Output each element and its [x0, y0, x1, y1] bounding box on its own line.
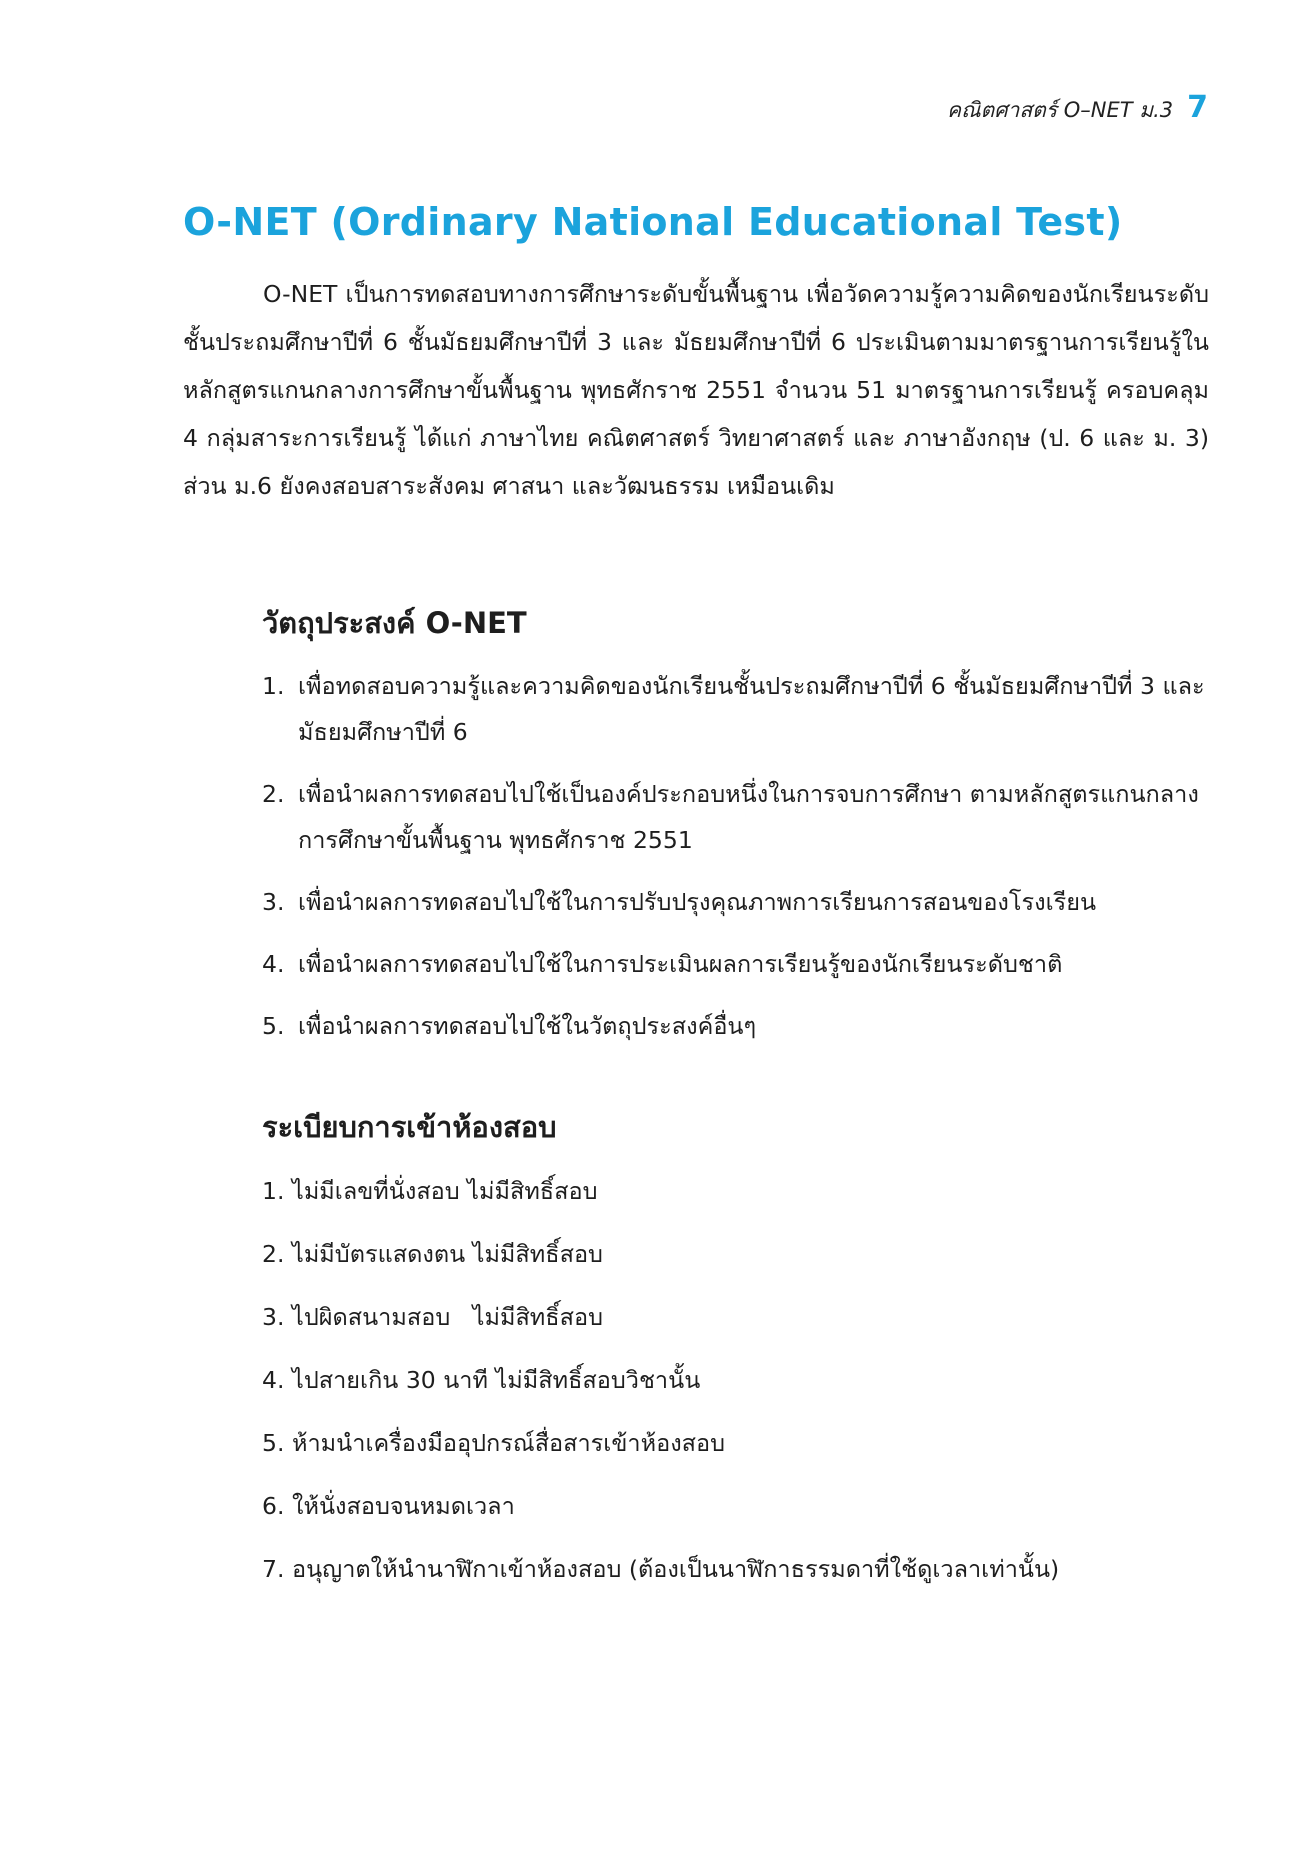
- page-number: 7: [1187, 90, 1208, 125]
- list-item-text: เพื่อนำผลการทดสอบไปใช้ในวัตถุประสงค์อื่นๆ: [298, 1012, 757, 1040]
- rules-list: [262, 1168, 1209, 1609]
- list-item-number: 3.: [262, 888, 285, 916]
- list-item-number: 5.: [262, 1429, 285, 1457]
- list-item-number: 5.: [262, 1012, 285, 1040]
- list-item-number: 2.: [262, 1240, 285, 1268]
- list-item-number: 7.: [262, 1555, 285, 1583]
- list-item: [262, 1546, 1209, 1592]
- list-item-number: 2.: [262, 780, 285, 808]
- list-item-number: 3.: [262, 1303, 285, 1331]
- list-item: [262, 1357, 1209, 1403]
- list-item-number: 4.: [262, 1366, 285, 1394]
- intro-paragraph: O-NET เป็นการทดสอบทางการศึกษาระดับขั้นพื้นฐาน เพื่อวัดความรู้ความคิดของนักเรียนระดับชั้นประถมศึกษาปีที่ 6 ชั้นมัธยมศึกษาปีที่ 3 และ มัธยมศึกษาปีที่ 6 ประเมินตามมาตรฐานการเรียนรู้ในหลักสูตรแกนกลางการศึกษาขั้นพื้นฐาน พุทธศักราช 2551 จำนวน 51 มาตรฐานการเรียนรู้ ครอบคลุม 4 กลุ่มสาระการเรียนรู้ ได้แก่ ภาษาไทย คณิตศาสตร์ วิทยาศาสตร์ และ ภาษาอังกฤษ (ป. 6 และ ม. 3) ส่วน ม.6 ยังคงสอบสาระสังคม ศาสนา และวัฒนธรรม เหมือนเดิม: [183, 280, 1209, 500]
- list-item-text: ไปสายเกิน 30 นาที ไม่มีสิทธิ์สอบวิชานั้น: [292, 1366, 701, 1394]
- list-item: [262, 879, 1209, 925]
- list-item-text: เพื่อนำผลการทดสอบไปใช้ในการประเมินผลการเรียนรู้ของนักเรียนระดับชาติ: [298, 950, 1063, 978]
- list-item: [262, 1231, 1209, 1277]
- list-item: [262, 771, 1209, 863]
- running-header: [947, 90, 1208, 127]
- list-item: [262, 663, 1209, 755]
- list-item: [262, 941, 1209, 987]
- list-item-text: ห้ามนำเครื่องมืออุปกรณ์สื่อสารเข้าห้องสอบ: [292, 1429, 726, 1457]
- rules-heading: ระเบียบการเข้าห้องสอบ: [262, 1110, 557, 1144]
- list-item-text: ไปผิดสนามสอบ ไม่มีสิทธิ์สอบ: [292, 1303, 603, 1331]
- list-item-text: เพื่อนำผลการทดสอบไปใช้ในการปรับปรุงคุณภาพการเรียนการสอนของโรงเรียน: [298, 888, 1097, 916]
- list-item-text: ไม่มีเลขที่นั่งสอบ ไม่มีสิทธิ์สอบ: [292, 1177, 598, 1205]
- list-item: [262, 1483, 1209, 1529]
- list-item-number: 4.: [262, 950, 285, 978]
- list-item: [262, 1003, 1209, 1049]
- list-item: [262, 1420, 1209, 1466]
- list-item-number: 1.: [262, 1177, 285, 1205]
- page-title: O-NET (Ordinary National Educational Test): [183, 200, 1123, 244]
- list-item-text: ให้นั่งสอบจนหมดเวลา: [292, 1492, 515, 1520]
- list-item-number: 1.: [262, 672, 285, 700]
- list-item-text: เพื่อนำผลการทดสอบไปใช้เป็นองค์ประกอบหนึ่งในการจบการศึกษา ตามหลักสูตรแกนกลางการศึกษาขั้นพื้นฐาน พุทธศักราช 2551: [298, 780, 1199, 854]
- list-item: [262, 1294, 1209, 1340]
- list-item-text: อนุญาตให้นำนาฬิกาเข้าห้องสอบ (ต้องเป็นนาฬิกาธรรมดาที่ใช้ดูเวลาเท่านั้น): [292, 1555, 1060, 1583]
- book-title: คณิตศาสตร์ O–NET ม.3: [947, 98, 1174, 122]
- list-item-number: 6.: [262, 1492, 285, 1520]
- objectives-heading: วัตถุประสงค์ O-NET: [262, 606, 527, 640]
- list-item-text: เพื่อทดสอบความรู้และความคิดของนักเรียนชั้นประถมศึกษาปีที่ 6 ชั้นมัธยมศึกษาปีที่ 3 และมัธยมศึกษาปีที่ 6: [298, 672, 1205, 746]
- list-item: [262, 1168, 1209, 1214]
- objectives-list: [262, 663, 1209, 1065]
- list-item-text: ไม่มีบัตรแสดงตน ไม่มีสิทธิ์สอบ: [292, 1240, 603, 1268]
